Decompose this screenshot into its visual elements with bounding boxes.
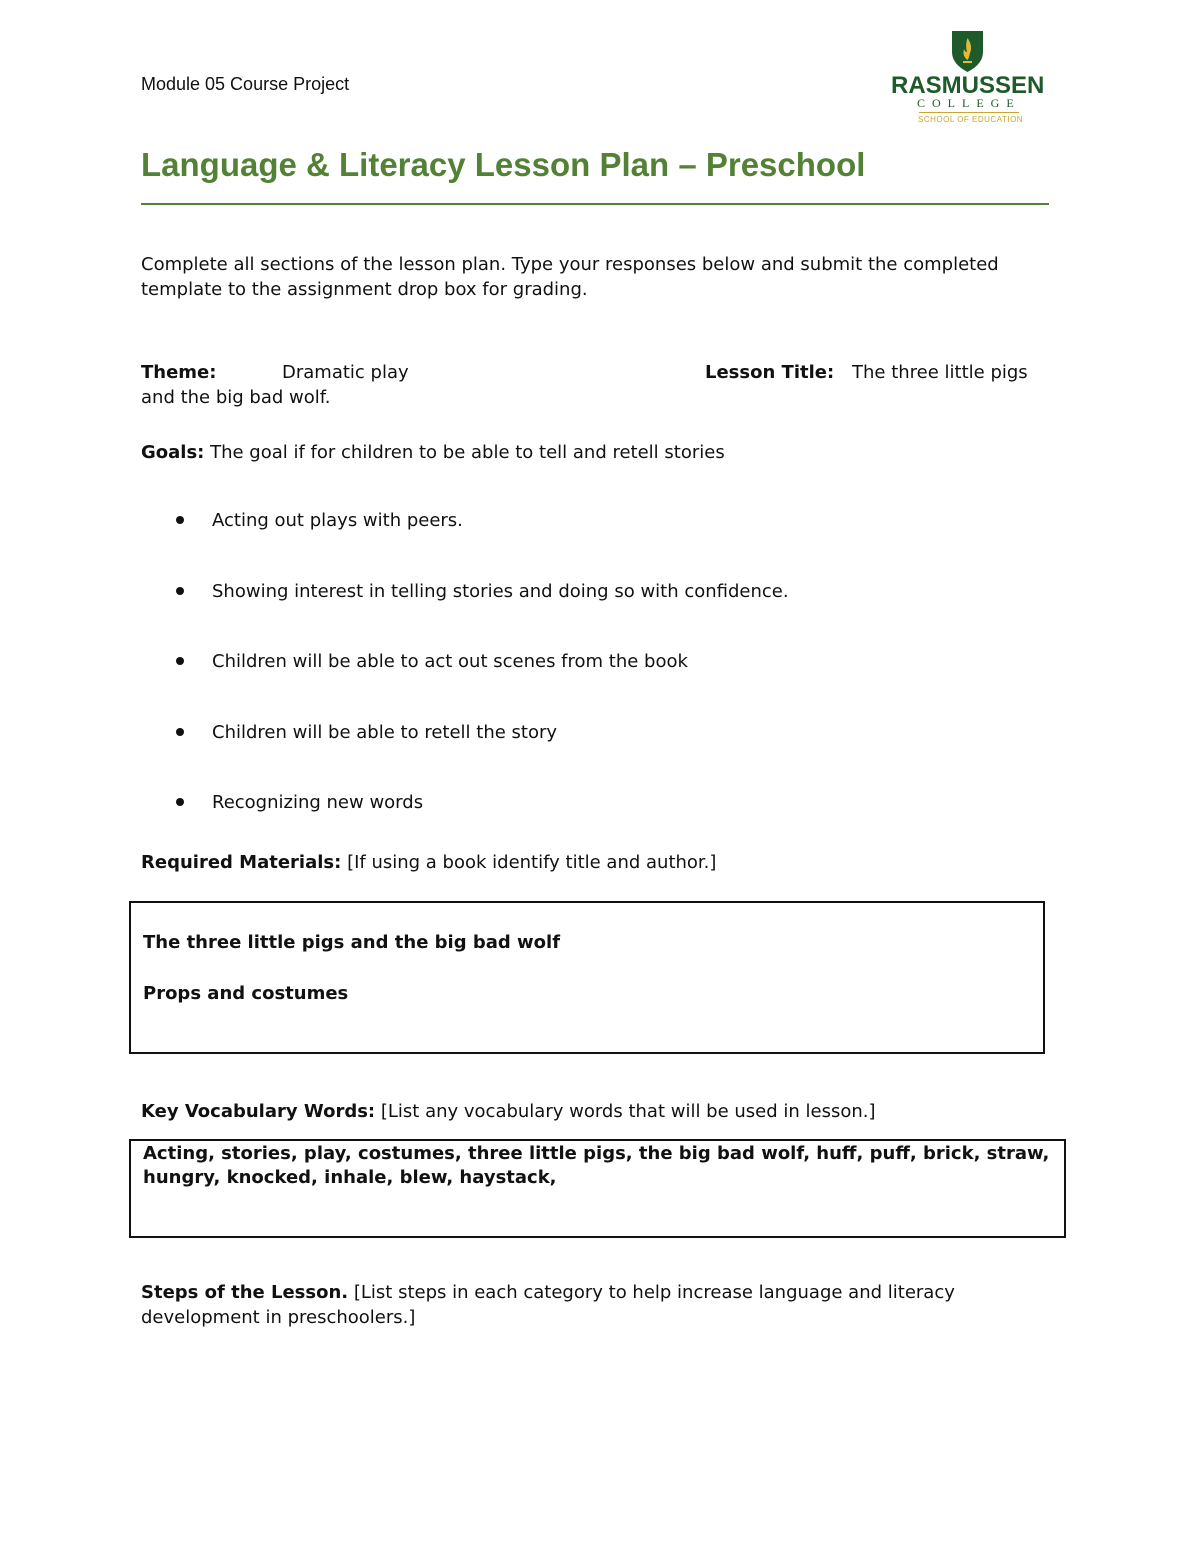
list-item: Showing interest in telling stories and doing so with confidence. — [141, 579, 1041, 650]
materials-label: Required Materials: — [141, 852, 342, 873]
steps-heading — [141, 1280, 1041, 1330]
logo-subtitle: COLLEGE — [917, 96, 1021, 110]
list-item: Acting out plays with peers. — [141, 508, 1041, 579]
bullet-icon — [176, 728, 184, 736]
vocabulary-box[interactable] — [129, 1139, 1066, 1238]
goals-label: Goals: — [141, 442, 205, 463]
goals — [141, 440, 1041, 465]
bullet-icon — [176, 587, 184, 595]
page-title: Language & Literacy Lesson Plan – Preschool — [141, 146, 866, 183]
bullet-icon — [176, 798, 184, 806]
logo-divider — [919, 112, 1019, 113]
materials-line: Props and costumes — [143, 983, 349, 1004]
shield-flame-icon — [885, 28, 1050, 74]
theme-label: Theme: — [141, 362, 217, 383]
logo-school: SCHOOL OF EDUCATION — [918, 115, 1024, 124]
module-label: Module 05 Course Project — [141, 74, 350, 94]
goals-list — [141, 508, 1041, 861]
logo-name: RASMUSSEN — [891, 72, 1045, 99]
list-item: Children will be able to act out scenes from the book — [141, 649, 1041, 720]
materials-hint: [If using a book identify title and author.] — [347, 852, 717, 873]
vocabulary-words: Acting, stories, play, costumes, three little pigs, the big bad wolf, huff, puff, brick, straw, hungry, knocked, inhale, blew, haystack, — [143, 1143, 1050, 1188]
materials-box[interactable] — [129, 901, 1045, 1054]
vocabulary-heading — [141, 1099, 1041, 1124]
lesson-title-label: Lesson Title: — [705, 362, 835, 383]
materials-heading — [141, 850, 1041, 875]
lesson-title-continued: and the big bad wolf. — [141, 387, 331, 408]
list-item: Recognizing new words — [141, 790, 1041, 861]
vocabulary-label: Key Vocabulary Words: — [141, 1101, 376, 1122]
steps-label: Steps of the Lesson. — [141, 1282, 349, 1303]
college-logo — [885, 28, 1050, 128]
goals-text: The goal if for children to be able to tell and retell stories — [210, 442, 725, 463]
bullet-icon — [176, 657, 184, 665]
steps-hint: [List steps in each category to help increase language and literacy development in preschoolers.] — [141, 1282, 955, 1328]
theme-row — [141, 360, 1049, 410]
title-divider — [141, 203, 1049, 205]
vocabulary-hint: [List any vocabulary words that will be used in lesson.] — [380, 1101, 876, 1122]
materials-line: The three little pigs and the big bad wolf — [143, 932, 561, 953]
lesson-title-value: The three little pigs — [852, 362, 1028, 383]
theme-value: Dramatic play — [282, 362, 409, 383]
bullet-icon — [176, 516, 184, 524]
instructions: Complete all sections of the lesson plan. Type your responses below and submit the completed template to the assignment drop box for grading. — [141, 254, 999, 300]
list-item: Children will be able to retell the story — [141, 720, 1041, 791]
